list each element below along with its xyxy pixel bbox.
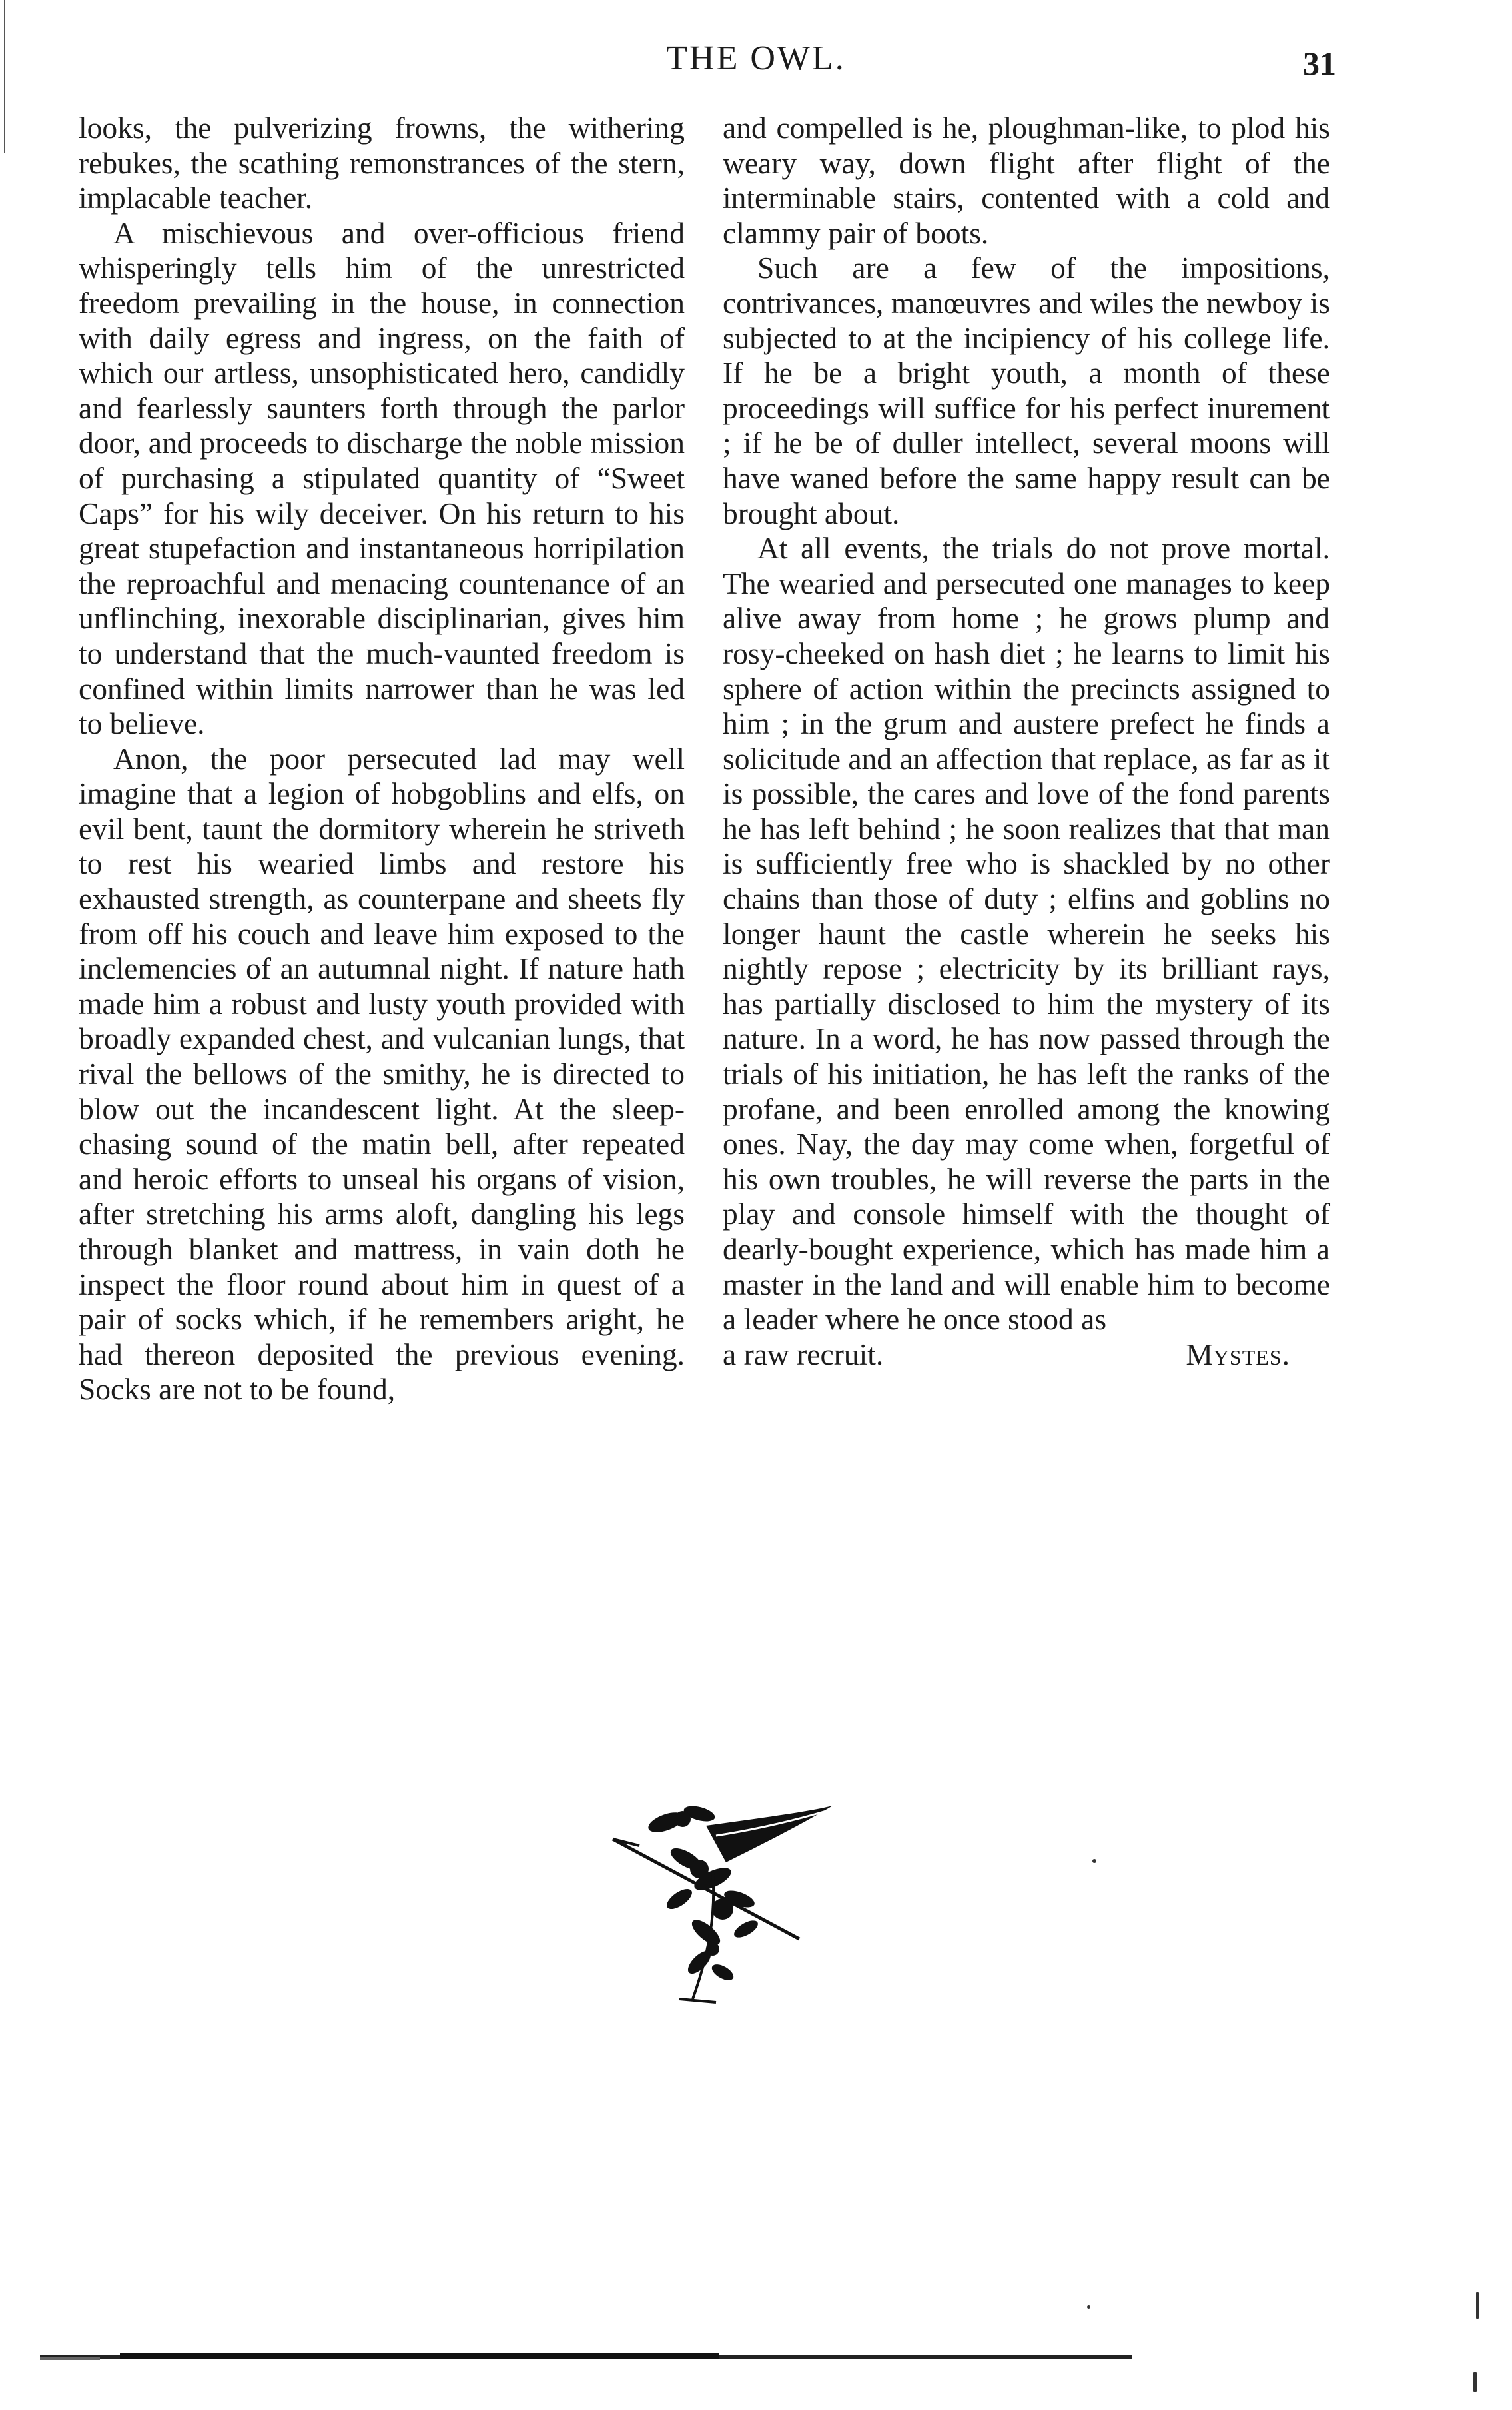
author-signature: Mystes. — [1186, 1337, 1290, 1371]
floral-sword-quill-icon — [599, 1799, 839, 2012]
scan-bottom-edge — [40, 2351, 1132, 2363]
paragraph: looks, the pulverizing frowns, the withering rebukes, the scathing remonstrances of the stern, implacable teacher. — [79, 111, 685, 215]
closing-text: a raw recruit. — [723, 1337, 884, 1371]
closing-line — [723, 1337, 1330, 1373]
right-column — [723, 111, 1330, 1372]
paragraph: A mischievous and over-officious friend whisperingly tells him of the unrestricted freedom prevailing in the house, in connection with daily egress and ingress, on the faith of which our artless, unsophisticated hero, candidly and fearlessly saunters forth through the parlor door, and proceeds to discharge the noble mission of purchasing a stipulated quantity of “Sweet Caps” for his wily deceiver. On his return to his great stupefaction and instantaneous horripilation the reproachful and menacing countenance of an unflinching, inexorable disciplinarian, gives him to understand that the much-vaunted freedom is confined within limits narrower than he was led to believe. — [79, 215, 685, 741]
page-speck — [1087, 2305, 1090, 2309]
left-column — [79, 111, 685, 1407]
running-head-title: THE OWL. — [666, 39, 846, 77]
page-speck — [1473, 2372, 1477, 2392]
page-speck — [1476, 2292, 1479, 2319]
paragraph: and compelled is he, ploughman-like, to plod his weary way, down flight after flight of the interminable stairs, contented with a cold and clammy pair of boots. — [723, 111, 1330, 250]
page-speck — [1092, 1859, 1096, 1863]
paragraph: Such are a few of the impositions, contrivances, manœuvres and wiles the newboy is subjected to at the incipiency of his college life. If he be a bright youth, a month of these proceedings will suffice for his perfect inurement ; if he be of duller intellect, several moons will have waned before the same happy result can be brought about. — [723, 251, 1330, 530]
paragraph: Anon, the poor persecuted lad may well imagine that a legion of hobgoblins and elfs, on evil bent, taunt the dormitory wherein he striveth to rest his wearied limbs and restore his exhausted strength, as counterpane and sheets fly from off his couch and leave him exposed to the inclemencies of an autumnal night. If nature hath made him a robust and lusty youth provided with broadly expanded chest, and vulcanian lungs, that rival the bellows of the smithy, he is directed to blow out the incandescent light. At the sleep-chasing sound of the matin bell, after repeated and heroic efforts to unseal his organs of vision, after stretching his arms aloft, dangling his legs through blanket and mattress, in vain doth he inspect the floor round about him in quest of a pair of socks which, if he remembers aright, he had thereon deposited the previous evening. Socks are not to be found, — [79, 741, 685, 1407]
paragraph: At all events, the trials do not prove mortal. The wearied and persecuted one manages to keep alive away from home ; he grows plump and rosy-cheeked on hash diet ; he learns to limit his sphere of action within the precincts assigned to him ; in the grum and austere prefect he finds a solicitude and an affection that replace, as far as it is possible, the cares and love of the fond parents he has left behind ; he soon realizes that that man is sufficiently free who is shackled by no other chains than those of duty ; elfins and goblins no longer haunt the castle wherein he seeks his nightly repose ; electricity by its brilliant rays, has partially disclosed to him the mystery of its nature. In a word, he has now passed through the trials of his initiation, he has left the ranks of the profane, and been enrolled among the knowing ones. Nay, the day may come when, forgetful of his own troubles, he will reverse the parts in the play and console himself with the thought of dearly-bought experience, which has made him a master in the land and will enable him to become a leader where he once stood as — [723, 531, 1330, 1337]
page-number: 31 — [1303, 45, 1336, 82]
